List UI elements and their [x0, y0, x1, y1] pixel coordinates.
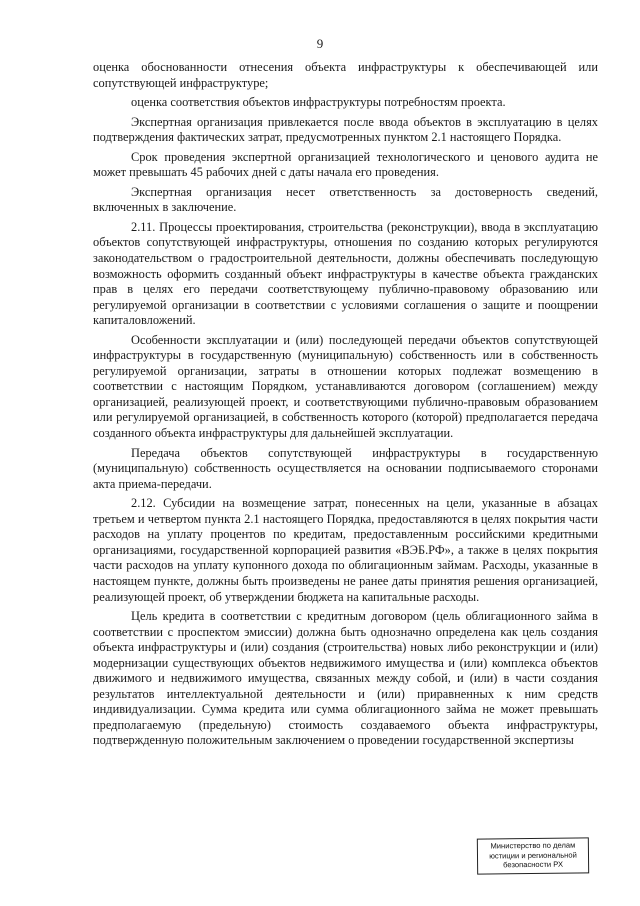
- paragraph: оценка обоснованности отнесения объекта инфраструктуры к обеспечивающей или сопутствующей инфраструктуре;: [93, 60, 598, 90]
- stamp-line: безопасности РХ: [503, 859, 564, 870]
- paragraph: оценка соответствия объектов инфраструктуры потребностям проекта.: [131, 95, 506, 110]
- stamp-line: юстиции и региональной: [489, 850, 577, 861]
- paragraph: Цель кредита в соответствии с кредитным договором (цель облигационного займа в соответствии с проспектом эмиссии) должна быть однозначно определена как цель создания объекта инфраструктуры и (или) создания (строительства) новых либо реконструкции и (или) модернизации существующих объектов недвижимого имущества и (или) комплекса объектов движимого и недвижимого имущества, связанных между собой, и (или) в части создания результатов интеллектуальной деятельности и (или) приравненных к ним средств индивидуализации. Сумма кредита или сумма облигационного займа не может превышать предполагаемую (предельную) стоимость создаваемого объекта инфраструктуры, подтвержденную положительным заключением о проведении государственной экспертизы: [93, 609, 598, 748]
- paragraph: 2.12. Субсидии на возмещение затрат, понесенных на цели, указанные в абзацах третьем и четвертом пункта 2.1 настоящего Порядка, предоставляются в целях покрытия части расходов на уплату процентов по кредитам, предоставленным российскими кредитными организациями, государственной корпорацией развития «ВЭБ.РФ», а также в целях покрытия части расходов на уплату купонного дохода по облигационным займам. Расходы, указанные в настоящем пункте, должны быть произведены не ранее даты принятия решения организацией, реализующей проект, об утверждении бюджета на капитальные расходы.: [93, 496, 598, 604]
- paragraph: Особенности эксплуатации и (или) последующей передачи объектов сопутствующей инфраструктуры в государственную (муниципальную) собственность или в собственность регулируемой организации, затраты в отношении которых подлежат возмещению в соответствии с настоящим Порядком, устанавливаются договором (соглашением) между организацией, реализующей проект, и соответствующими публично-правовым образованием или регулируемой организацией, в собственность которого (которой) предполагается передача созданного объекта инфраструктуры для дальнейшей эксплуатации.: [93, 332, 598, 441]
- paragraph: Экспертная организация несет ответственность за достоверность сведений, включенных в заключение.: [93, 184, 598, 215]
- body-text: [93, 60, 598, 753]
- ministry-stamp: [477, 837, 589, 874]
- page-number: 9: [316, 36, 324, 51]
- stamp-line: Министерство по делам: [490, 840, 576, 851]
- paragraph: Срок проведения экспертной организацией технологического и ценового аудита не может превышать 45 рабочих дней с даты начала его проведения.: [93, 149, 598, 180]
- paragraph: Экспертная организация привлекается после ввода объектов в эксплуатацию в целях подтверждения фактических затрат, предусмотренных пунктом 2.1 настоящего Порядка.: [93, 114, 598, 145]
- paragraph: Передача объектов сопутствующей инфраструктуры в государственную (муниципальную) собственность осуществляется на основании подписываемого сторонами акта приема-передачи.: [93, 445, 598, 491]
- paragraph: 2.11. Процессы проектирования, строительства (реконструкции), ввода в эксплуатацию объектов сопутствующей инфраструктуры, отношения по созданию которых регулируются законодательством о градостроительной деятельности, должны обеспечивать последующую возможность оформить созданный объект инфраструктуры в качестве объекта гражданских прав в целях его передачи соответствующему публично-правовому образованию или регулируемой организации в соответствии с условиями соглашения о защите и поощрении капиталовложений.: [93, 219, 598, 328]
